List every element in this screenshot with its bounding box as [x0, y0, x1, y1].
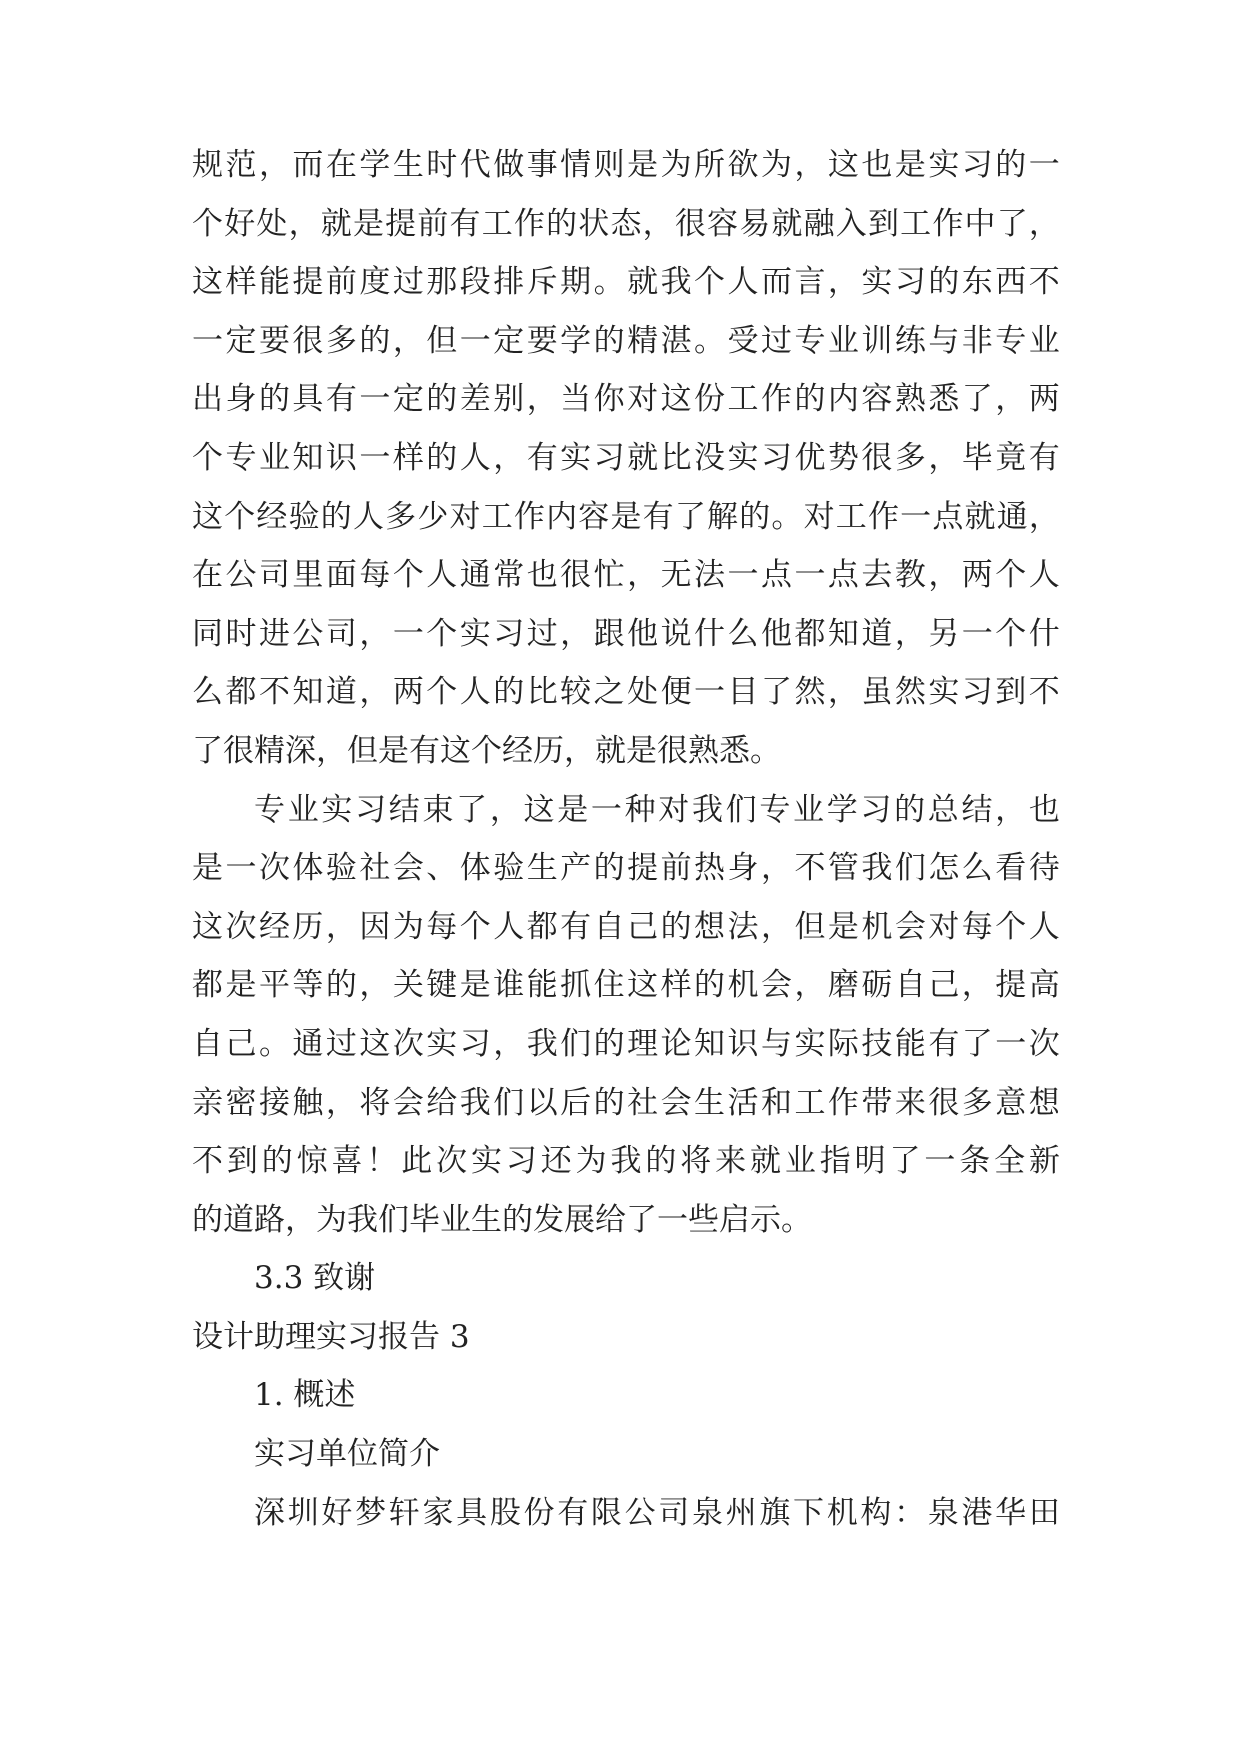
paragraph-line: 出 身 的 具 有 一 定 的 差 别 ， 当 你 对 这 份 工 作 的 内 容 熟 悉 了 ， 两	[192, 381, 1060, 418]
paragraph-1	[192, 136, 1060, 781]
unit-intro-line: 深 圳 好 梦 轩 家 具 股 份 有 限 公 司 泉 州 旗 下 机 构 ： 泉 港 华 田	[254, 1494, 1060, 1531]
report-title: 设计助理实习报告 3	[192, 1318, 470, 1355]
paragraph-line: 一 定 要 很 多 的 ， 但 一 定 要 学 的 精 湛 。 受 过 专 业 训 练 与 非 专 业	[192, 322, 1060, 359]
paragraph-line: 的道路，为我们毕业生的发展给了一些启示。	[192, 1201, 812, 1238]
paragraph-2	[192, 781, 1060, 1250]
section-heading-acknowledgement: 3.3 致谢	[254, 1260, 376, 1297]
paragraph-line: 这 样 能 提 前 度 过 那 段 排 斥 期 。 就 我 个 人 而 言 ， 实 习 的 东 西 不	[192, 264, 1060, 301]
section-heading-overview: 1. 概述	[254, 1377, 356, 1414]
paragraph-line: 自 己 。 通 过 这 次 实 习 ， 我 们 的 理 论 知 识 与 实 际 技 能 有 了 一 次	[192, 1025, 1060, 1062]
paragraph-line: 亲 密 接 触 ， 将 会 给 我 们 以 后 的 社 会 生 活 和 工 作 带 来 很 多 意 想	[192, 1084, 1060, 1121]
paragraph-line: 这 个 经 验 的 人 多 少 对 工 作 内 容 是 有 了 解 的 。 对 工 作 一 点 就 通 ，	[192, 498, 1060, 535]
paragraph-line: 不 到 的 惊 喜 ！ 此 次 实 习 还 为 我 的 将 来 就 业 指 明 了 一 条 全 新	[192, 1143, 1060, 1180]
paragraph-line: 是 一 次 体 验 社 会 、 体 验 生 产 的 提 前 热 身 ， 不 管 我 们 怎 么 看 待	[192, 850, 1060, 887]
paragraph-line: 了很精深，但是有这个经历，就是很熟悉。	[192, 732, 781, 769]
paragraph-line: 么 都 不 知 道 ， 两 个 人 的 比 较 之 处 便 一 目 了 然 ， 虽 然 实 习 到 不	[192, 674, 1060, 711]
paragraph-line: 规 范 ， 而 在 学 生 时 代 做 事 情 则 是 为 所 欲 为 ， 这 也 是 实 习 的 一	[192, 147, 1060, 183]
paragraph-line: 个 好 处 ， 就 是 提 前 有 工 作 的 状 态 ， 很 容 易 就 融 入 到 工 作 中 了 ，	[192, 205, 1060, 242]
document-body	[192, 136, 1060, 1542]
paragraph-line: 在 公 司 里 面 每 个 人 通 常 也 很 忙 ， 无 法 一 点 一 点 去 教 ， 两 个 人	[192, 557, 1060, 594]
paragraph-line: 都 是 平 等 的 ， 关 键 是 谁 能 抓 住 这 样 的 机 会 ， 磨 砺 自 己 ， 提 高	[192, 967, 1060, 1004]
paragraph-line: 这 次 经 历 ， 因 为 每 个 人 都 有 自 己 的 想 法 ， 但 是 机 会 对 每 个 人	[192, 908, 1060, 945]
paragraph-line: 专 业 实 习 结 束 了 ， 这 是 一 种 对 我 们 专 业 学 习 的 总 结 ， 也	[254, 791, 1060, 828]
paragraph-line: 个 专 业 知 识 一 样 的 人 ， 有 实 习 就 比 没 实 习 优 势 很 多 ， 毕 竟 有	[192, 439, 1060, 476]
paragraph-line: 同 时 进 公 司 ， 一 个 实 习 过 ， 跟 他 说 什 么 他 都 知 道 ， 另 一 个 什	[192, 615, 1060, 652]
subsection-heading-unit-intro: 实习单位简介	[254, 1436, 440, 1473]
